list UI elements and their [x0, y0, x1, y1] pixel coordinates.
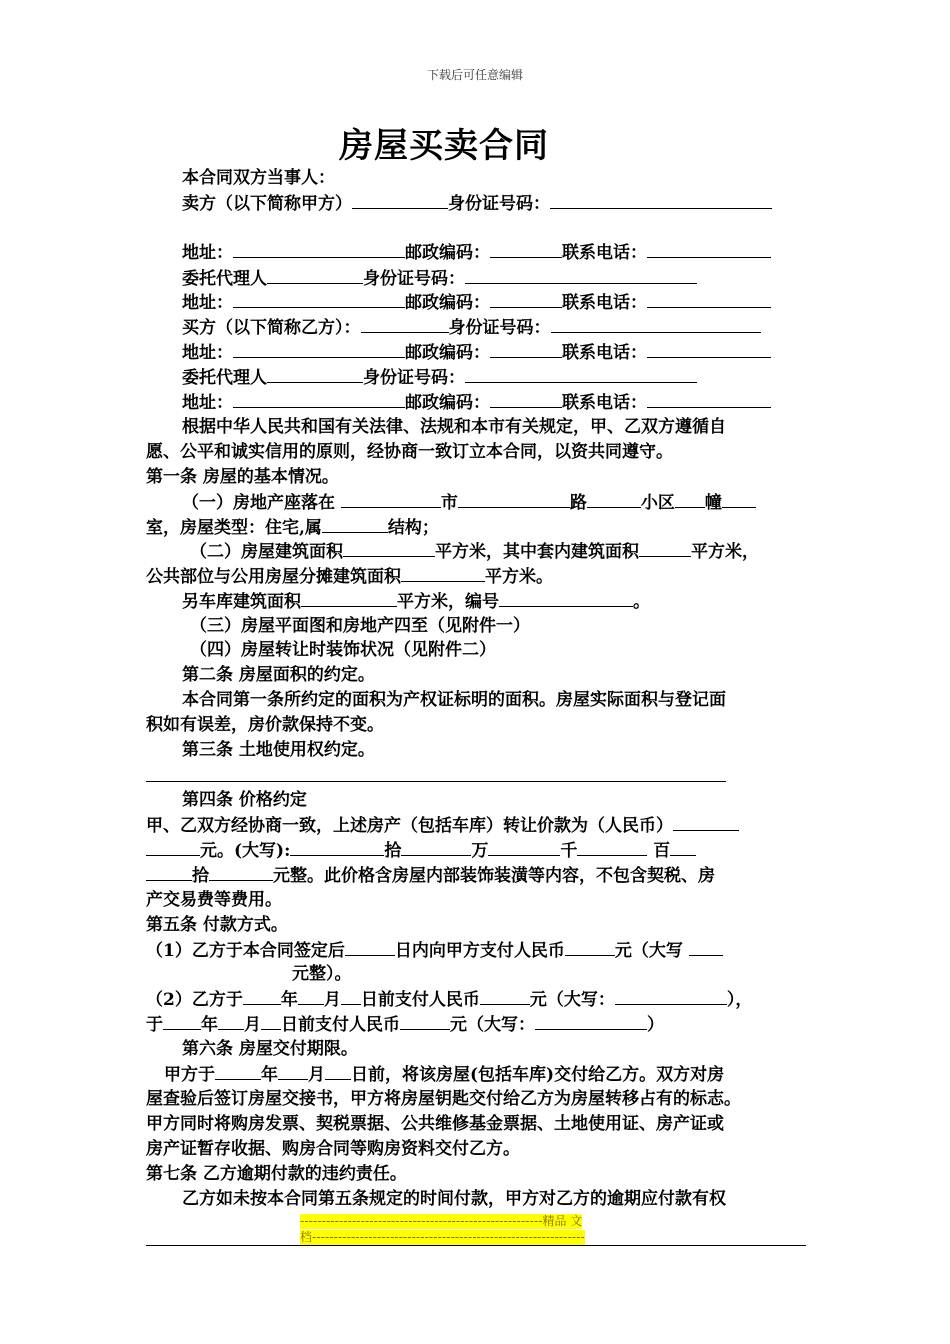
article-2-title: 第二条 房屋面积的约定。	[182, 665, 375, 685]
article-1-item-1-cont: 室，房屋类型：住宅,属 结构；	[146, 515, 439, 540]
article-6-title: 第六条 房屋交付期限。	[182, 1039, 358, 1059]
footer-rule	[146, 1245, 806, 1246]
document-title: 房屋买卖合同	[339, 126, 549, 166]
article-5-item-1: （1）乙方于本合同签定后 日内向甲方支付人民币 元（大写	[146, 938, 723, 963]
article-1-title: 第一条 房屋的基本情况。	[146, 467, 339, 487]
article-2-line-1: 本合同第一条所约定的面积为产权证标明的面积。房屋实际面积与登记面	[182, 690, 726, 710]
seller-agent-line: 委托代理人 身份证号码：	[182, 266, 697, 291]
seller-address-line: 地址： 邮政编码： 联系电话：	[182, 240, 771, 265]
article-6-line-3: 甲方同时将购房发票、契税票据、公共维修基金票据、土地使用证、房产证或	[146, 1114, 724, 1134]
article-1-item-1: （一）房地产座落在 市 路 小区 幢	[182, 490, 756, 515]
article-1-item-3: （三）房屋平面图和房地产四至（见附件一）	[190, 616, 530, 636]
seller-line: 卖方（以下简称甲方） 身份证号码：	[182, 191, 772, 216]
article-4-line-2: 元。(大写): 拾 万 千 百	[146, 838, 696, 863]
buyer-agent-line: 委托代理人 身份证号码：	[182, 365, 697, 390]
article-2-line-2: 积如有误差，房价款保持不变。	[146, 715, 384, 735]
article-5-item-2: （2）乙方于 年 月 日前支付人民币 元（大写： ），	[146, 987, 752, 1012]
footer-watermark-line-1: --------------------------------------------------------精品 文	[300, 1214, 583, 1228]
parties-intro: 本合同双方当事人：	[182, 168, 335, 188]
article-6-line-2: 屋查验后签订房屋交接书，甲方将房屋钥匙交付给乙方为房屋转移占有的标志。	[146, 1089, 741, 1109]
preamble-line-2: 愿、公平和诚实信用的原则，经协商一致订立本合同，以资共同遵守。	[146, 442, 673, 462]
footer-watermark-line-2: 档---------------------------------------------------------------	[300, 1230, 585, 1244]
buyer-address-line: 地址： 邮政编码： 联系电话：	[182, 340, 771, 365]
article-7-line-1: 乙方如未按本合同第五条规定的时间付款，甲方对乙方的逾期应付款有权	[182, 1189, 726, 1209]
article-3-title: 第三条 土地使用权约定。	[182, 740, 375, 760]
article-5-title: 第五条 付款方式。	[146, 915, 288, 935]
page-header-note: 下载后可任意编辑	[426, 68, 523, 82]
article-6-line-4: 房产证暂存收据、购房合同等购房资料交付乙方。	[146, 1139, 520, 1159]
seller-agent-address-line: 地址： 邮政编码： 联系电话：	[182, 290, 771, 315]
article-4-line-3: 拾 元整。此价格含房屋内部装饰装潢等内容，不包含契税、房	[146, 863, 715, 888]
article-1-item-2: （二）房屋建筑面积 平方米，其中套内建筑面积 平方米，	[190, 539, 759, 564]
article-7-title: 第七条 乙方逾期付款的违约责任。	[146, 1164, 407, 1184]
article-5-item-1-cont: 元整）。	[292, 964, 352, 984]
buyer-line: 买方（以下简称乙方）： 身份证号码：	[182, 315, 761, 340]
article-3-blank-line	[146, 781, 726, 782]
article-4-line-1: 甲、乙双方经协商一致，上述房产（包括车库）转让价款为（人民币）	[146, 813, 739, 838]
article-6-line-1: 甲方于 年 月 日前，将该房屋(包括车库)交付给乙方。双方对房	[164, 1062, 724, 1087]
article-1-item-4: （四）房屋转让时装饰状况（见附件二）	[190, 640, 496, 660]
garage-line: 另车库建筑面积 平方米，编号 。	[182, 589, 650, 614]
article-5-item-3: 于 年 月 日前支付人民币 元（大写： ）	[146, 1012, 664, 1037]
article-4-title: 第四条 价格约定	[182, 790, 307, 810]
buyer-agent-address-line: 地址： 邮政编码： 联系电话：	[182, 390, 771, 415]
preamble-line-1: 根据中华人民共和国有关法律、法规和本市有关规定，甲、乙双方遵循自	[182, 417, 726, 437]
article-1-item-2-cont: 公共部位与公用房屋分摊建筑面积 平方米。	[146, 564, 553, 589]
article-4-line-4: 产交易费等费用。	[146, 890, 282, 910]
